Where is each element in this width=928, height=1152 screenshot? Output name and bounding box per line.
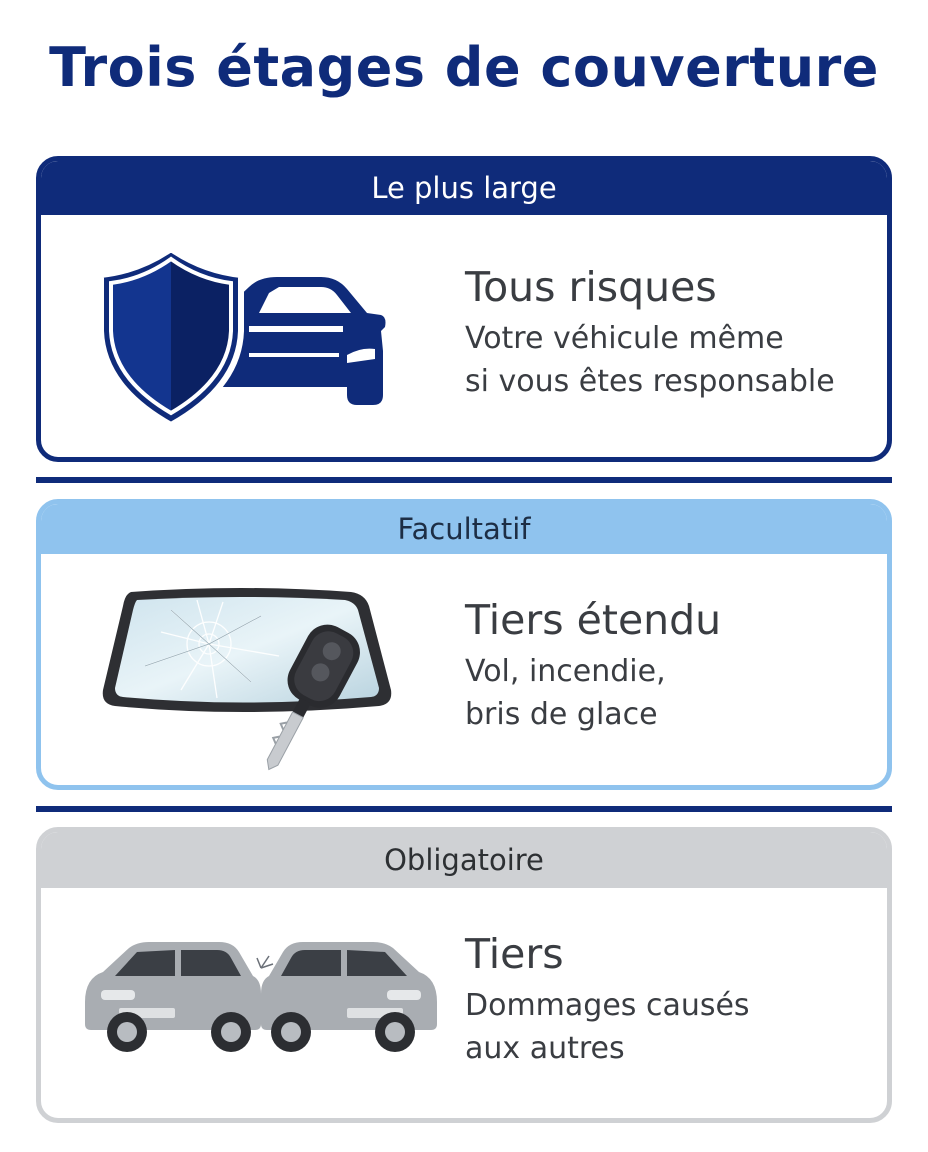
tier-text [465, 930, 750, 1070]
tier-card-tiers-etendu [36, 499, 892, 790]
tier-header: Obligatoire [41, 832, 887, 888]
divider [36, 477, 892, 483]
tier-description: Dommages causés aux autres [465, 988, 750, 1066]
divider [36, 806, 892, 812]
tier-description: Vol, incendie, bris de glace [465, 654, 666, 732]
tier-header: Facultatif [41, 504, 887, 554]
tier-text [465, 596, 721, 736]
tier-description: Votre véhicule même si vous êtes responsable [465, 321, 835, 399]
car-collision-icon [79, 938, 443, 1058]
cracked-windshield-key-icon [101, 586, 421, 776]
shield-car-icon [99, 247, 389, 427]
tier-name: Tiers étendu [465, 596, 722, 644]
tier-text [465, 263, 835, 403]
tier-name: Tiers [465, 930, 564, 978]
tier-header: Le plus large [41, 161, 887, 215]
tier-card-tous-risques [36, 156, 892, 462]
tier-card-tiers [36, 827, 892, 1123]
page-title: Trois étages de couverture [49, 36, 879, 99]
tier-name: Tous risques [465, 263, 717, 311]
